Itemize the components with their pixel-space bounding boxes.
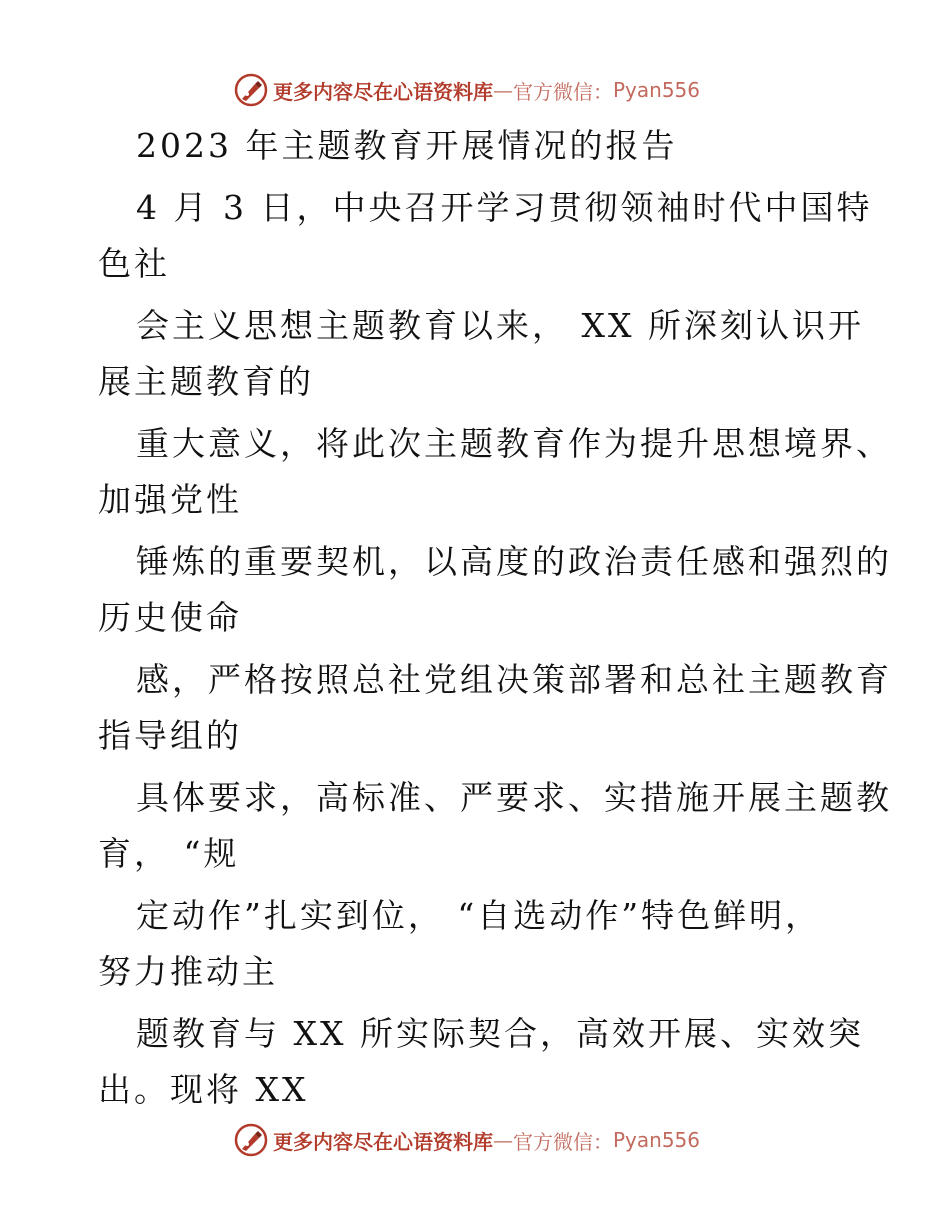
- paragraph-line: 加强党性: [98, 480, 242, 519]
- watermark-separator: —: [493, 78, 513, 102]
- paragraph-line: 历史使命: [98, 598, 242, 637]
- paragraph-line: 展主题教育的: [98, 362, 314, 401]
- paragraph-line: 感，严格按照总社党组决策部署和总社主题教育: [136, 660, 892, 699]
- watermark-footer: [233, 1120, 700, 1160]
- paragraph-line: 色社: [98, 244, 170, 283]
- paragraph-line: 题教育与 XX 所实际契合，高效开展、实效突: [136, 1014, 864, 1053]
- paragraph-line: 4 月 3 日，中央召开学习贯彻领袖时代中国特: [136, 188, 873, 227]
- paragraph-line: 出。现将 XX: [98, 1070, 309, 1109]
- paragraph-line: 具体要求，高标准、严要求、实措施开展主题教: [136, 778, 892, 817]
- watermark-label: 官方微信：: [513, 79, 613, 104]
- paragraph-line: 努力推动主: [98, 952, 278, 991]
- watermark-brand: 更多内容尽在心语资料库: [273, 79, 493, 104]
- paragraph-line: 定动作”扎实到位， “自选动作”特色鲜明，: [136, 896, 822, 935]
- paragraph-line: 指导组的: [98, 716, 242, 755]
- watermark-label: 官方微信：: [513, 1129, 613, 1154]
- watermark-brand: 更多内容尽在心语资料库: [273, 1129, 493, 1154]
- paragraph-line: 会主义思想主题教育以来， XX 所深刻认识开: [136, 306, 864, 345]
- watermark-id: Pyan556: [613, 78, 701, 102]
- watermark-id: Pyan556: [613, 1128, 701, 1152]
- document-title: 2023 年主题教育开展情况的报告: [136, 126, 678, 165]
- paragraph-line: 锤炼的重要契机，以高度的政治责任感和强烈的: [136, 542, 892, 581]
- paragraph-line: 重大意义，将此次主题教育作为提升思想境界、: [136, 424, 892, 463]
- pen-logo-icon: [233, 1122, 269, 1158]
- paragraph-line: 育， “规: [98, 834, 240, 873]
- watermark-separator: —: [493, 1128, 513, 1152]
